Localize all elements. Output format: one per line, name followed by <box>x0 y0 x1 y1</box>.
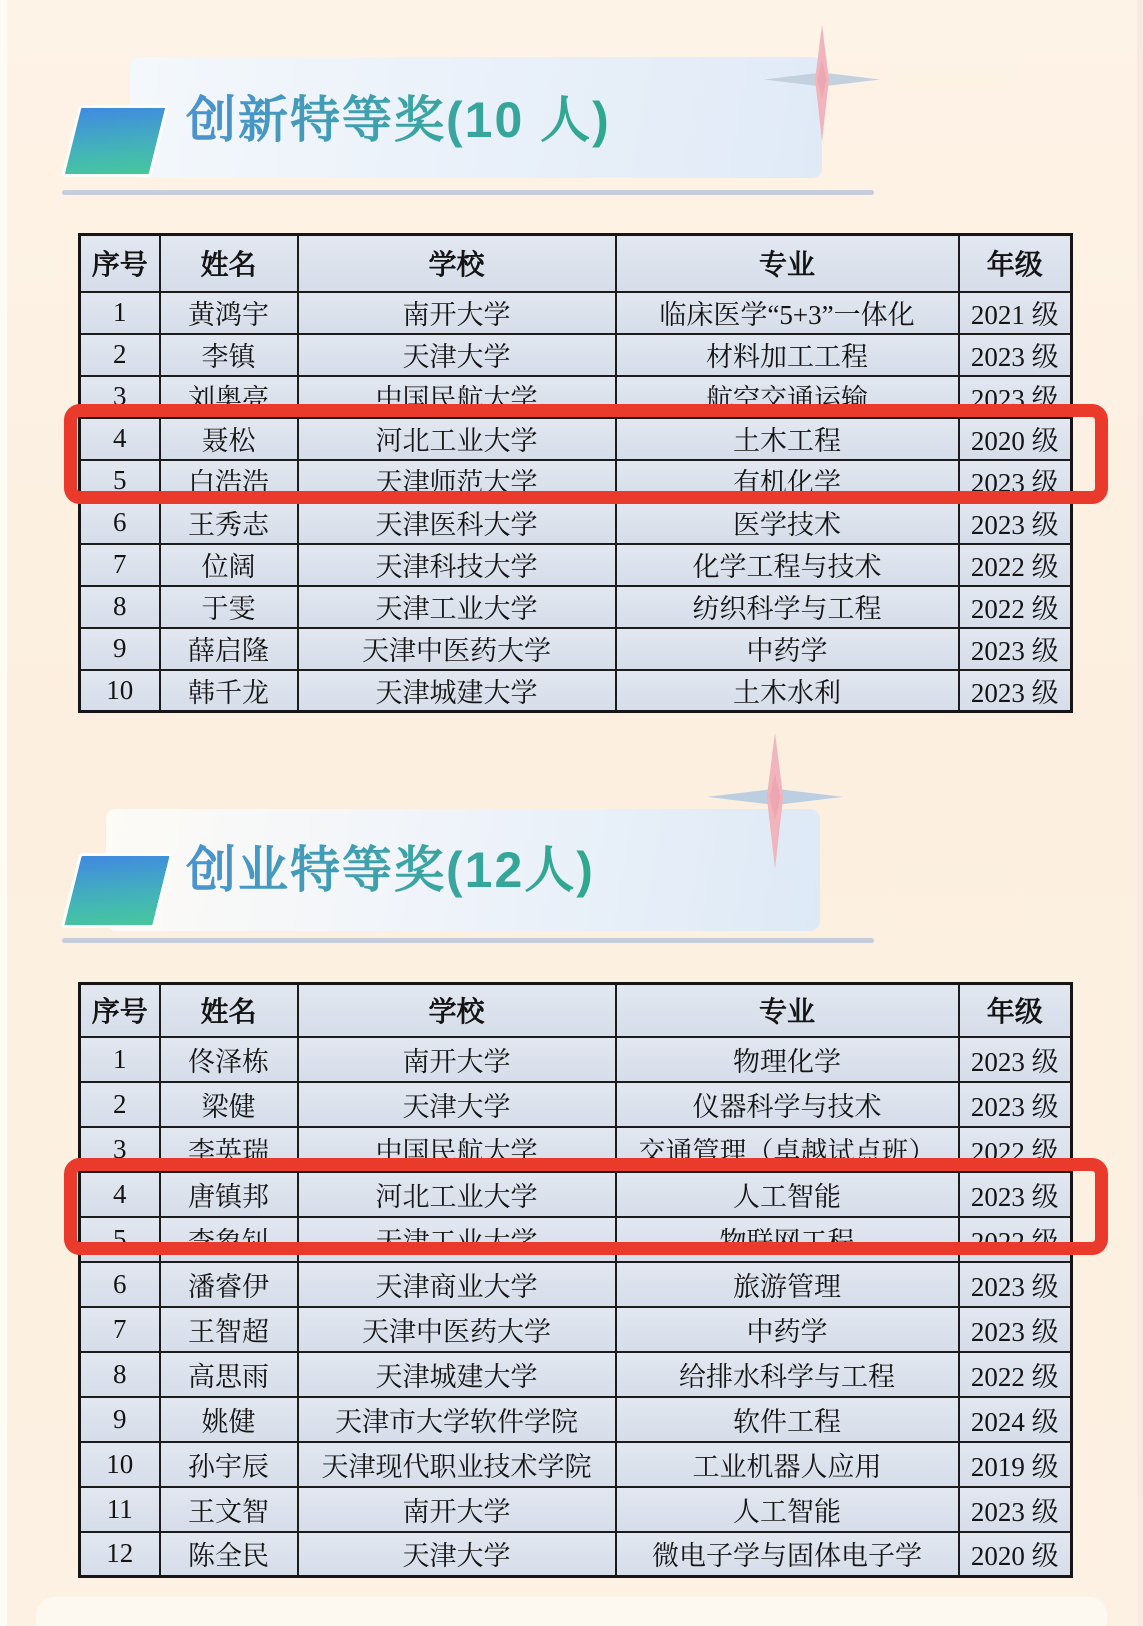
table-cell: 天津大学 <box>298 1082 616 1127</box>
table-cell: 2020 级 <box>959 1532 1072 1577</box>
table-cell: 2023 级 <box>959 1172 1072 1217</box>
table-row <box>80 1217 1072 1262</box>
table-cell: 物理化学 <box>616 1037 959 1082</box>
table-cell: 2022 级 <box>959 544 1072 586</box>
table-cell: 天津大学 <box>298 334 616 376</box>
table-cell: 土木水利 <box>616 670 959 712</box>
sparkle-icon <box>764 22 880 144</box>
sparkle-icon <box>700 733 850 869</box>
table-cell: 2022 级 <box>959 1217 1072 1262</box>
table-row <box>80 1352 1072 1397</box>
table-cell: 12 <box>80 1532 160 1577</box>
table-cell: 2022 级 <box>959 1127 1072 1172</box>
table-cell: 2023 级 <box>959 1262 1072 1307</box>
table-cell: 4 <box>80 418 160 460</box>
table-cell: 2023 级 <box>959 460 1072 502</box>
table-cell: 5 <box>80 1217 160 1262</box>
table-cell: 白浩浩 <box>160 460 298 502</box>
table-cell: 8 <box>80 1352 160 1397</box>
table-cell: 河北工业大学 <box>298 1172 616 1217</box>
table-cell: 2024 级 <box>959 1397 1072 1442</box>
table-row <box>80 628 1072 670</box>
table-cell: 于雯 <box>160 586 298 628</box>
table-cell: 2023 级 <box>959 334 1072 376</box>
column-header: 序号 <box>80 984 160 1037</box>
table-cell: 2022 级 <box>959 1352 1072 1397</box>
table-cell: 孙宇辰 <box>160 1442 298 1487</box>
table-cell: 佟泽栋 <box>160 1037 298 1082</box>
table-cell: 天津中医药大学 <box>298 628 616 670</box>
table-cell: 河北工业大学 <box>298 418 616 460</box>
divider-line <box>62 190 874 195</box>
right-edge-strip <box>1137 0 1143 1626</box>
bottom-card-edge <box>36 1597 1107 1626</box>
table-cell: 2019 级 <box>959 1442 1072 1487</box>
table-cell: 天津大学 <box>298 1532 616 1577</box>
table-cell: 天津科技大学 <box>298 544 616 586</box>
table-cell: 微电子学与固体电子学 <box>616 1532 959 1577</box>
table-cell: 天津市大学软件学院 <box>298 1397 616 1442</box>
table-cell: 2023 级 <box>959 1307 1072 1352</box>
table-cell: 陈全民 <box>160 1532 298 1577</box>
table-cell: 4 <box>80 1172 160 1217</box>
table-cell: 2023 级 <box>959 502 1072 544</box>
table-header-row <box>80 984 1072 1037</box>
table-cell: 11 <box>80 1487 160 1532</box>
column-header: 姓名 <box>160 984 298 1037</box>
table-cell: 土木工程 <box>616 418 959 460</box>
table-cell: 9 <box>80 1397 160 1442</box>
table-cell: 天津工业大学 <box>298 1217 616 1262</box>
column-header: 专业 <box>616 984 959 1037</box>
table-cell: 2023 级 <box>959 376 1072 418</box>
table-header-row <box>80 235 1072 292</box>
table-cell: 人工智能 <box>616 1172 959 1217</box>
table-cell: 2023 级 <box>959 670 1072 712</box>
table-cell: 7 <box>80 544 160 586</box>
table-cell: 天津城建大学 <box>298 1352 616 1397</box>
table-cell: 李英瑞 <box>160 1127 298 1172</box>
table-cell: 旅游管理 <box>616 1262 959 1307</box>
column-header: 学校 <box>298 235 616 292</box>
table-cell: 天津商业大学 <box>298 1262 616 1307</box>
table-cell: 天津现代职业技术学院 <box>298 1442 616 1487</box>
column-header: 序号 <box>80 235 160 292</box>
table-cell: 有机化学 <box>616 460 959 502</box>
table-cell: 2023 级 <box>959 1037 1072 1082</box>
table-row <box>80 1442 1072 1487</box>
table-cell: 2020 级 <box>959 418 1072 460</box>
table-cell: 航空交通运输 <box>616 376 959 418</box>
table-cell: 薛启隆 <box>160 628 298 670</box>
table-row <box>80 1262 1072 1307</box>
table-cell: 位阔 <box>160 544 298 586</box>
column-header: 年级 <box>959 235 1072 292</box>
table-cell: 软件工程 <box>616 1397 959 1442</box>
column-header: 专业 <box>616 235 959 292</box>
table-row <box>80 376 1072 418</box>
table-cell: 工业机器人应用 <box>616 1442 959 1487</box>
table-row <box>80 502 1072 544</box>
table-cell: 临床医学“5+3”一体化 <box>616 292 959 334</box>
table-cell: 中国民航大学 <box>298 376 616 418</box>
column-header: 姓名 <box>160 235 298 292</box>
table-cell: 聂松 <box>160 418 298 460</box>
table-cell: 天津中医药大学 <box>298 1307 616 1352</box>
section-title-entrepreneurship: 创业特等奖(12人) <box>186 838 595 902</box>
table-cell: 2023 级 <box>959 628 1072 670</box>
table-row <box>80 586 1072 628</box>
table-cell: 中药学 <box>616 1307 959 1352</box>
table-row <box>80 292 1072 334</box>
table-cell: 交通管理（卓越试点班） <box>616 1127 959 1172</box>
table-cell: 给排水科学与工程 <box>616 1352 959 1397</box>
table-cell: 王文智 <box>160 1487 298 1532</box>
table-cell: 韩千龙 <box>160 670 298 712</box>
divider-line <box>62 938 874 943</box>
table-cell: 梁健 <box>160 1082 298 1127</box>
table-row <box>80 670 1072 712</box>
table-row <box>80 1307 1072 1352</box>
entrepreneurship-award-table <box>78 982 1073 1578</box>
table-row <box>80 1532 1072 1577</box>
table-cell: 南开大学 <box>298 1487 616 1532</box>
table-cell: 医学技术 <box>616 502 959 544</box>
table-cell: 仪器科学与技术 <box>616 1082 959 1127</box>
table-row <box>80 418 1072 460</box>
table-row <box>80 1397 1072 1442</box>
table-row <box>80 460 1072 502</box>
table-cell: 唐镇邦 <box>160 1172 298 1217</box>
left-edge-strip <box>0 0 7 1626</box>
table-cell: 王智超 <box>160 1307 298 1352</box>
section-title-innovation: 创新特等奖(10 人) <box>186 88 611 152</box>
table-row <box>80 1082 1072 1127</box>
table-cell: 2023 级 <box>959 1487 1072 1532</box>
table-row <box>80 334 1072 376</box>
table-cell: 南开大学 <box>298 1037 616 1082</box>
table-cell: 黄鸿宇 <box>160 292 298 334</box>
gradient-parallelogram-icon <box>61 105 169 177</box>
gradient-parallelogram-icon <box>61 853 174 928</box>
table-cell: 纺织科学与工程 <box>616 586 959 628</box>
table-cell: 材料加工工程 <box>616 334 959 376</box>
table-cell: 6 <box>80 1262 160 1307</box>
table-cell: 2021 级 <box>959 292 1072 334</box>
table-cell: 10 <box>80 1442 160 1487</box>
table-cell: 化学工程与技术 <box>616 544 959 586</box>
table-cell: 2022 级 <box>959 586 1072 628</box>
table-cell: 姚健 <box>160 1397 298 1442</box>
table-row <box>80 1487 1072 1532</box>
table-cell: 中国民航大学 <box>298 1127 616 1172</box>
table-cell: 天津城建大学 <box>298 670 616 712</box>
table-cell: 6 <box>80 502 160 544</box>
table-row <box>80 544 1072 586</box>
table-cell: 王秀志 <box>160 502 298 544</box>
table-cell: 1 <box>80 1037 160 1082</box>
table-cell: 9 <box>80 628 160 670</box>
innovation-award-table <box>78 233 1073 713</box>
table-row <box>80 1037 1072 1082</box>
table-cell: 潘睿伊 <box>160 1262 298 1307</box>
table-cell: 刘奥亮 <box>160 376 298 418</box>
table-cell: 3 <box>80 376 160 418</box>
table-row <box>80 1172 1072 1217</box>
table-cell: 高思雨 <box>160 1352 298 1397</box>
table-cell: 天津师范大学 <box>298 460 616 502</box>
table-cell: 人工智能 <box>616 1487 959 1532</box>
table-cell: 3 <box>80 1127 160 1172</box>
table-cell: 5 <box>80 460 160 502</box>
table-cell: 南开大学 <box>298 292 616 334</box>
table-cell: 2 <box>80 334 160 376</box>
table-cell: 1 <box>80 292 160 334</box>
table-cell: 天津医科大学 <box>298 502 616 544</box>
table-cell: 7 <box>80 1307 160 1352</box>
table-cell: 2023 级 <box>959 1082 1072 1127</box>
table-cell: 物联网工程 <box>616 1217 959 1262</box>
column-header: 年级 <box>959 984 1072 1037</box>
table-cell: 中药学 <box>616 628 959 670</box>
table-cell: 8 <box>80 586 160 628</box>
table-cell: 李镇 <box>160 334 298 376</box>
table-row <box>80 1127 1072 1172</box>
table-cell: 2 <box>80 1082 160 1127</box>
table-cell: 李象钊 <box>160 1217 298 1262</box>
table-cell: 10 <box>80 670 160 712</box>
table-cell: 天津工业大学 <box>298 586 616 628</box>
column-header: 学校 <box>298 984 616 1037</box>
